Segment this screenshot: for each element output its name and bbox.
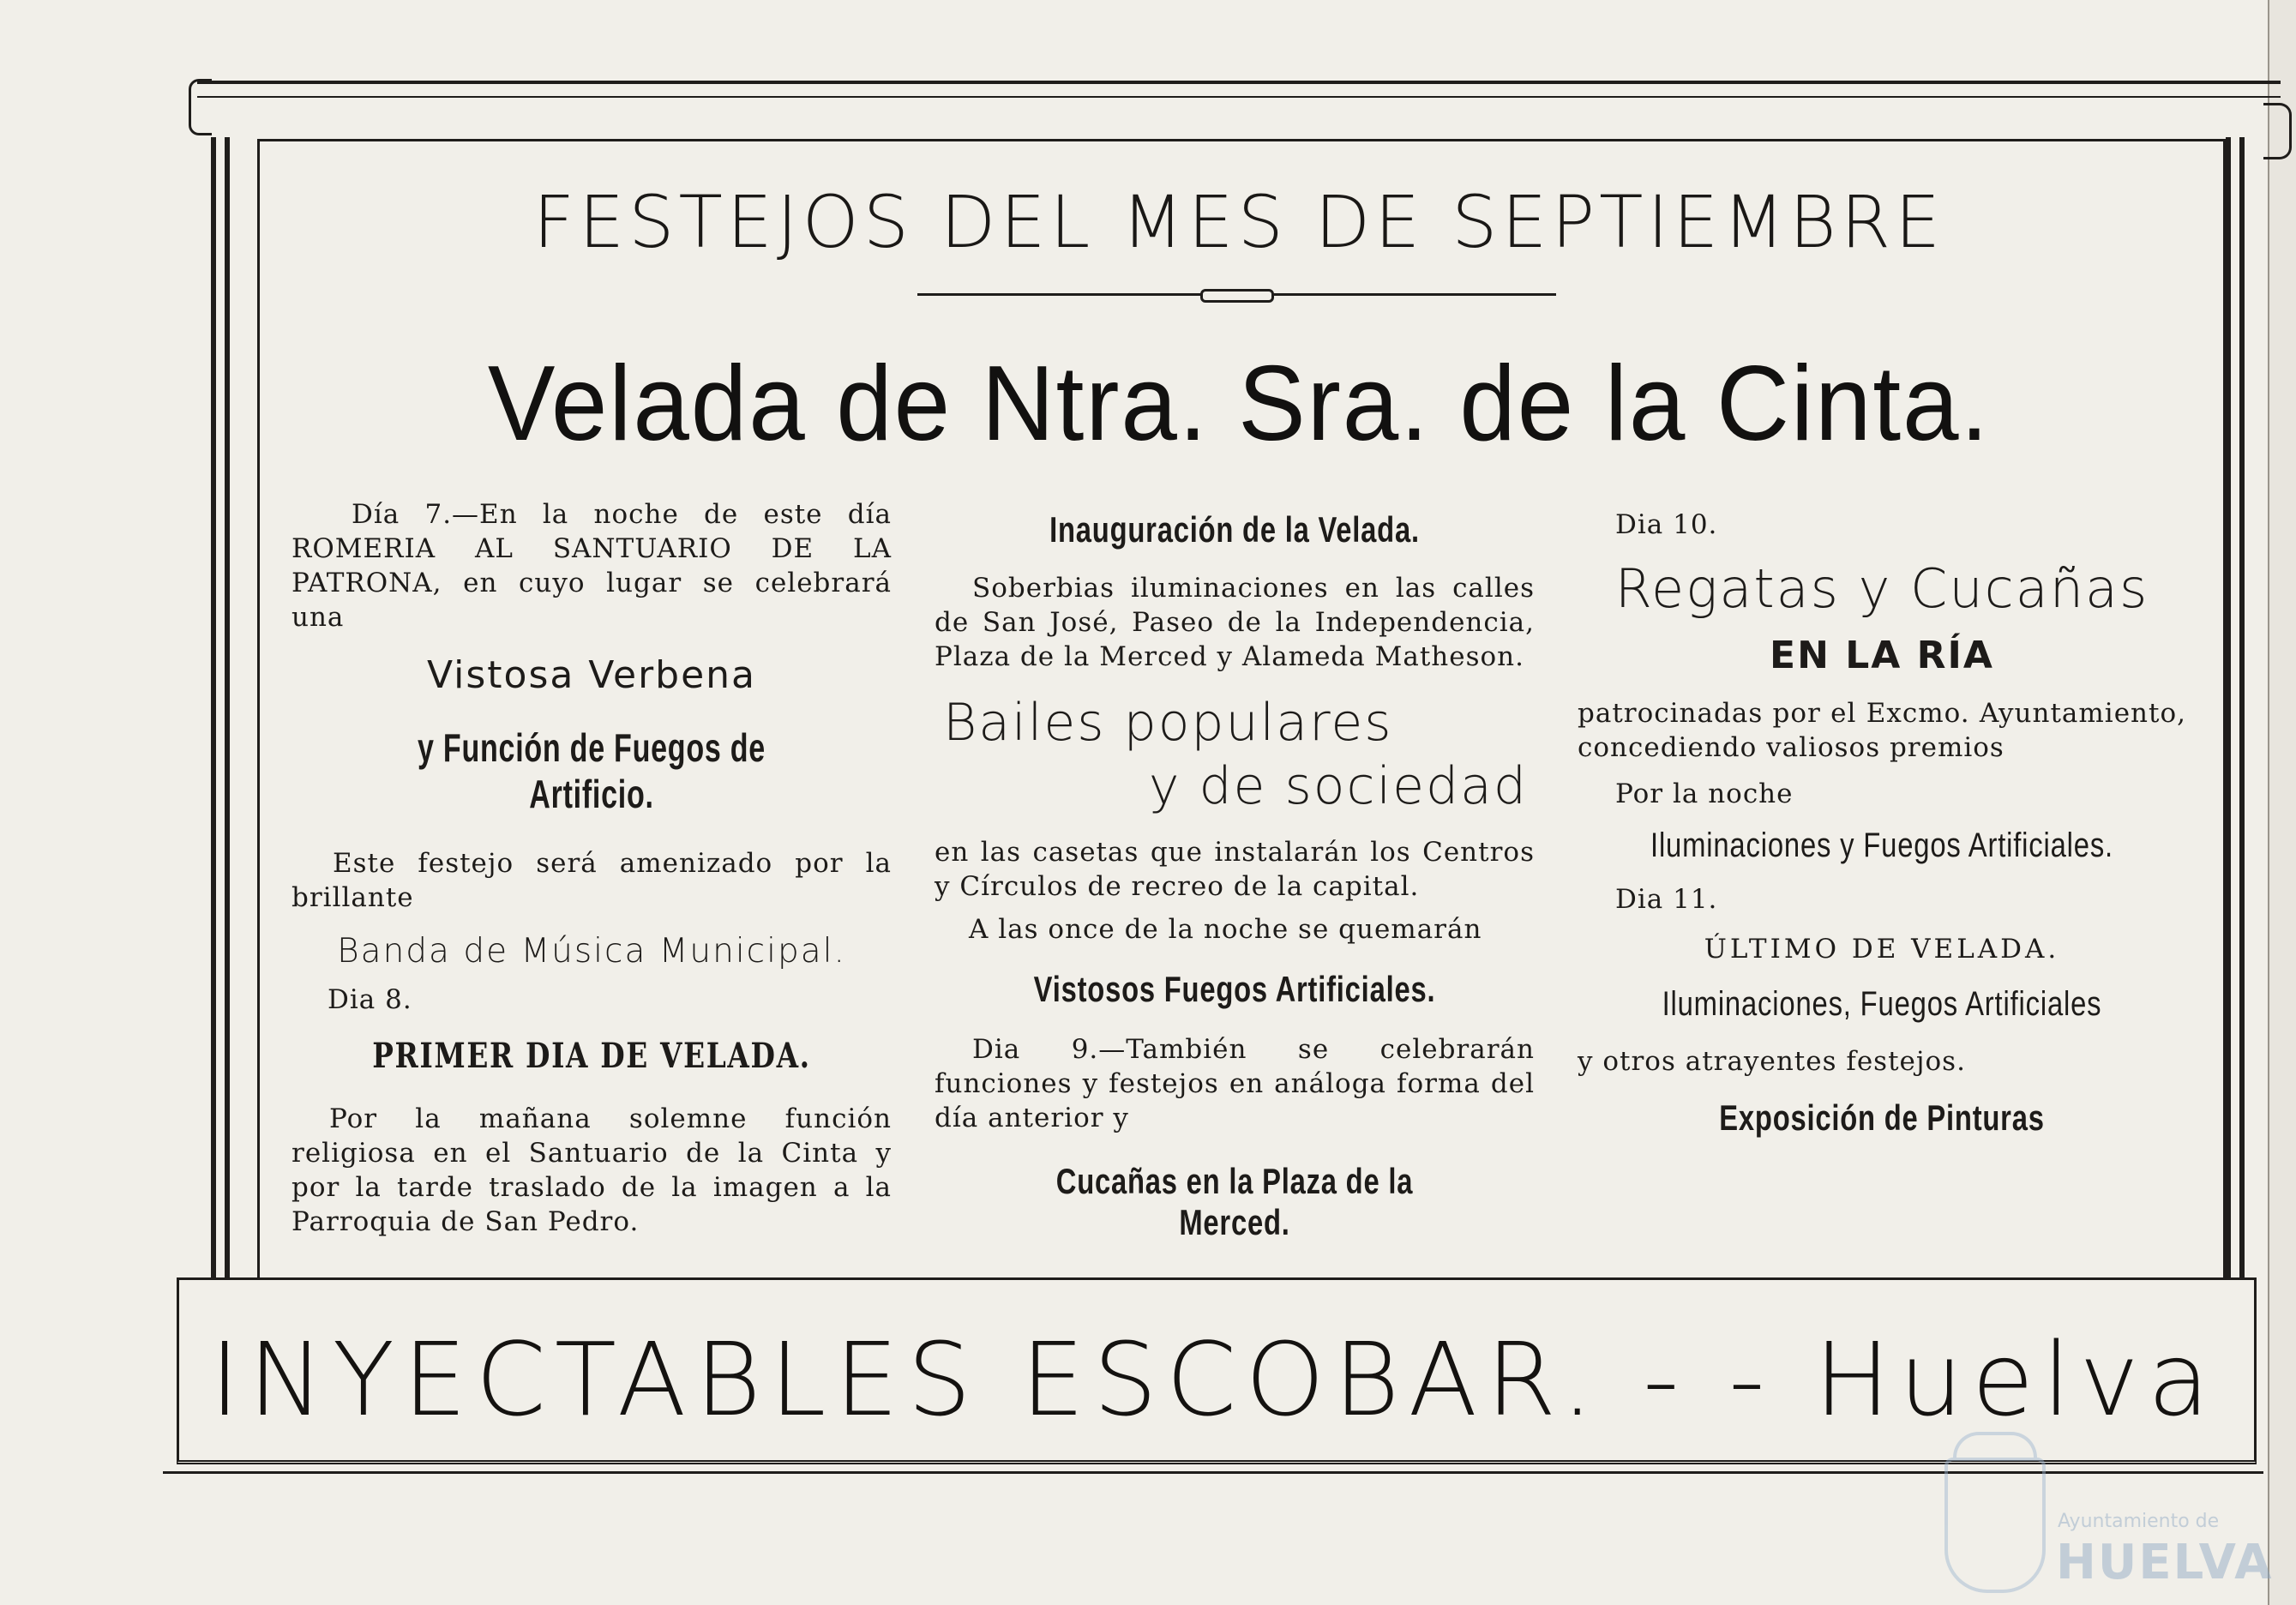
cucanas-heading: Cucañas en la Plaza de la Merced.: [1055, 1161, 1414, 1242]
verbena-heading: Vistosa Verbena: [426, 653, 757, 697]
col2-paragraph-4: Dia 9.—También se celebrarán funciones y festejos en análoga forma del día anterior y: [935, 1034, 1535, 1133]
funcion-heading: y Función de Fuegos de Artificio.: [418, 725, 766, 816]
col1-paragraph-3: Por la mañana solemne función religiosa en el Santuario de la Cinta y por la tarde traslado de la imagen a la Parroquia de San Pedro.: [292, 1103, 892, 1237]
banda-heading: Banda de Música Municipal.: [337, 932, 846, 971]
watermark-label-small: Ayuntamiento de: [2058, 1511, 2220, 1532]
crown-icon: [1953, 1432, 2037, 1461]
page-title: FESTEJOS DEL MES DE SEPTIEMBRE: [532, 180, 1945, 264]
primer-dia-heading: PRIMER DIA DE VELADA.: [372, 1036, 811, 1076]
col3-paragraph-2: y otros atrayentes festejos.: [1578, 1046, 1966, 1077]
advertisement-text: INYECTABLES ESCOBAR. - - Huelva: [209, 1320, 2219, 1439]
col2-paragraph-2: en las casetas que instalarán los Centros y Círculos de recreo de la capital.: [935, 837, 1535, 902]
por-la-noche-label: Por la noche: [1615, 778, 1794, 809]
column-3: [1578, 497, 2186, 1139]
col1-paragraph-2: Este festejo será amenizado por la brillante: [292, 848, 892, 913]
iluminaciones-heading-2: Iluminaciones, Fuegos Artificiales: [1662, 985, 2102, 1023]
exposicion-heading: Exposición de Pinturas: [1719, 1097, 2045, 1138]
page-edge: [2268, 0, 2296, 1605]
dia-10-label: Dia 10.: [1615, 509, 1718, 540]
bailes-heading-line-1: Bailes populares: [943, 693, 1393, 753]
vistosos-fuegos-heading: Vistosos Fuegos Artificiales.: [1033, 969, 1436, 1009]
dia-11-label: Dia 11.: [1615, 884, 1718, 915]
scroll-roll-right: [2263, 103, 2292, 159]
iluminaciones-heading-1: Iluminaciones y Fuegos Artificiales.: [1650, 827, 2113, 864]
dia-8-label: Dia 8.: [328, 984, 412, 1015]
ornamental-divider: [917, 290, 1556, 298]
ultimo-de-velada: ÚLTIMO DE VELADA.: [1704, 934, 2060, 965]
top-rule: [197, 81, 2281, 98]
en-la-ria-heading: EN LA RÍA: [1770, 634, 1994, 677]
col2-paragraph-3: A las once de la noche se quemarán: [969, 914, 1482, 945]
watermark-label-big: HUELVA: [2056, 1535, 2274, 1590]
ayuntamiento-watermark: [1938, 1432, 2274, 1603]
regatas-heading: Regatas y Cucañas: [1614, 557, 2149, 620]
col2-paragraph-1: Soberbias iluminaciones en las calles de San José, Paseo de la Independencia, Plaza de la Merced y Alameda Matheson.: [935, 573, 1535, 672]
bailes-heading-line-2: y de sociedad: [1148, 756, 1528, 816]
shield-icon: [1944, 1458, 2046, 1593]
column-1: [292, 497, 892, 1239]
col3-paragraph-1: patrocinadas por el Excmo. Ayuntamiento, concediendo valiosos premios: [1578, 698, 2186, 763]
headline: Velada de Ntra. Sra. de la Cinta.: [487, 345, 1991, 463]
col1-paragraph-1: Día 7.—En la noche de este día ROMERIA AL SANTUARIO DE LA PATRONA, en cuyo lugar se celebrará una: [292, 499, 892, 633]
divider-ornament: [1200, 289, 1274, 303]
column-2: [935, 497, 1535, 1243]
inauguracion-heading: Inauguración de la Velada.: [1049, 509, 1420, 550]
